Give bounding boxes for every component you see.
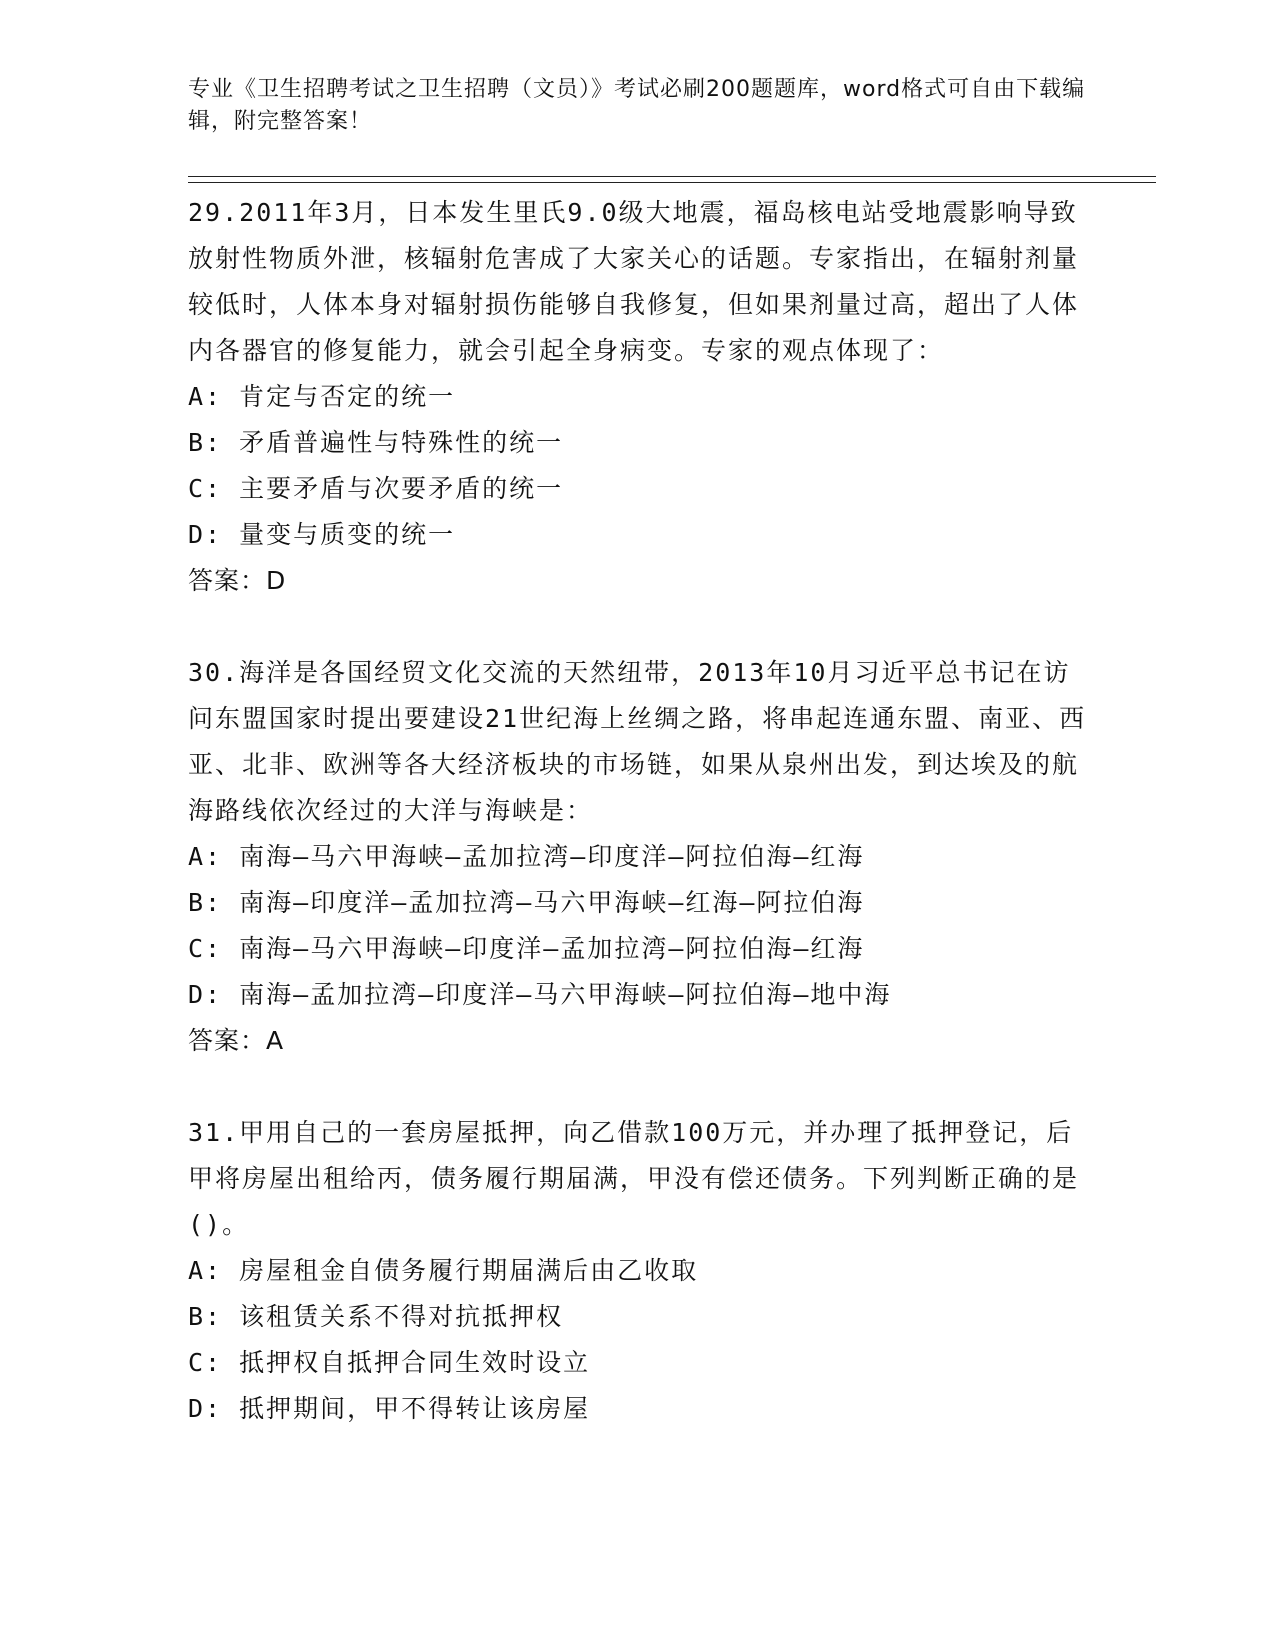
option-d xyxy=(188,972,1088,1018)
option-text: 南海—印度洋—孟加拉湾—马六甲海峡—红海—阿拉伯海 xyxy=(239,888,865,917)
option-letter: B: xyxy=(188,1302,223,1331)
answer-value: D xyxy=(266,566,287,595)
option-letter: A: xyxy=(188,1256,223,1285)
option-text: 房屋租金自债务履行期届满后由乙收取 xyxy=(239,1256,699,1285)
option-letter: A: xyxy=(188,382,223,411)
option-letter: B: xyxy=(188,888,223,917)
option-text: 矛盾普遍性与特殊性的统一 xyxy=(239,428,564,457)
option-c xyxy=(188,1340,1088,1386)
option-text: 抵押权自抵押合同生效时设立 xyxy=(239,1348,591,1377)
option-letter: C: xyxy=(188,1348,223,1377)
question-stem: 29.2011年3月，日本发生里氏9.0级大地震，福岛核电站受地震影响导致放射性物质外泄，核辐射危害成了大家关心的话题。专家指出，在辐射剂量较低时，人体本身对辐射损伤能够自我修复，但如果剂量过高，超出了人体内各器官的修复能力，就会引起全身病变。专家的观点体现了： xyxy=(188,198,1080,365)
option-a xyxy=(188,1248,1088,1294)
option-c xyxy=(188,926,1088,972)
question-30 xyxy=(188,650,1088,1064)
option-letter: D: xyxy=(188,520,223,549)
option-text: 南海—马六甲海峡—印度洋—孟加拉湾—阿拉伯海—红海 xyxy=(239,934,865,963)
answer-label: 答案： xyxy=(188,566,267,595)
answer-line xyxy=(188,1018,1088,1064)
question-29 xyxy=(188,190,1088,604)
header-divider-top xyxy=(188,176,1156,177)
option-letter: C: xyxy=(188,934,223,963)
option-text: 该租赁关系不得对抗抵押权 xyxy=(239,1302,564,1331)
answer-value: A xyxy=(266,1026,285,1055)
option-a xyxy=(188,834,1088,880)
option-d xyxy=(188,512,1088,558)
option-text: 南海—孟加拉湾—印度洋—马六甲海峡—阿拉伯海—地中海 xyxy=(239,980,892,1009)
question-stem: 30.海洋是各国经贸文化交流的天然纽带，2013年10月习近平总书记在访问东盟国家时提出要建设21世纪海上丝绸之路，将串起连通东盟、南亚、西亚、北非、欧洲等各大经济板块的市场链，如果从泉州出发，到达埃及的航海路线依次经过的大洋与海峡是： xyxy=(188,658,1087,825)
option-text: 南海—马六甲海峡—孟加拉湾—印度洋—阿拉伯海—红海 xyxy=(239,842,865,871)
question-stem: 31.甲用自己的一套房屋抵押，向乙借款100万元，并办理了抵押登记，后甲将房屋出租给丙，债务履行期届满，甲没有偿还债务。下列判断正确的是()。 xyxy=(188,1118,1080,1239)
option-letter: C: xyxy=(188,474,223,503)
option-text: 主要矛盾与次要矛盾的统一 xyxy=(239,474,564,503)
question-31 xyxy=(188,1110,1088,1432)
document-header xyxy=(188,74,1088,138)
option-c xyxy=(188,466,1088,512)
option-letter: B: xyxy=(188,428,223,457)
option-letter: D: xyxy=(188,980,223,1009)
option-letter: A: xyxy=(188,842,223,871)
option-letter: D: xyxy=(188,1394,223,1423)
answer-line xyxy=(188,558,1088,604)
option-a xyxy=(188,374,1088,420)
option-text: 肯定与否定的统一 xyxy=(239,382,456,411)
option-text: 抵押期间，甲不得转让该房屋 xyxy=(239,1394,591,1423)
header-text: 专业《卫生招聘考试之卫生招聘（文员）》考试必刷200题题库，word格式可自由下载编辑，附完整答案！ xyxy=(188,77,1086,134)
option-b xyxy=(188,1294,1088,1340)
option-text: 量变与质变的统一 xyxy=(239,520,456,549)
header-divider-bottom xyxy=(188,182,1156,183)
answer-label: 答案： xyxy=(188,1026,267,1055)
option-d xyxy=(188,1386,1088,1432)
option-b xyxy=(188,420,1088,466)
question-list xyxy=(188,190,1088,1432)
option-b xyxy=(188,880,1088,926)
